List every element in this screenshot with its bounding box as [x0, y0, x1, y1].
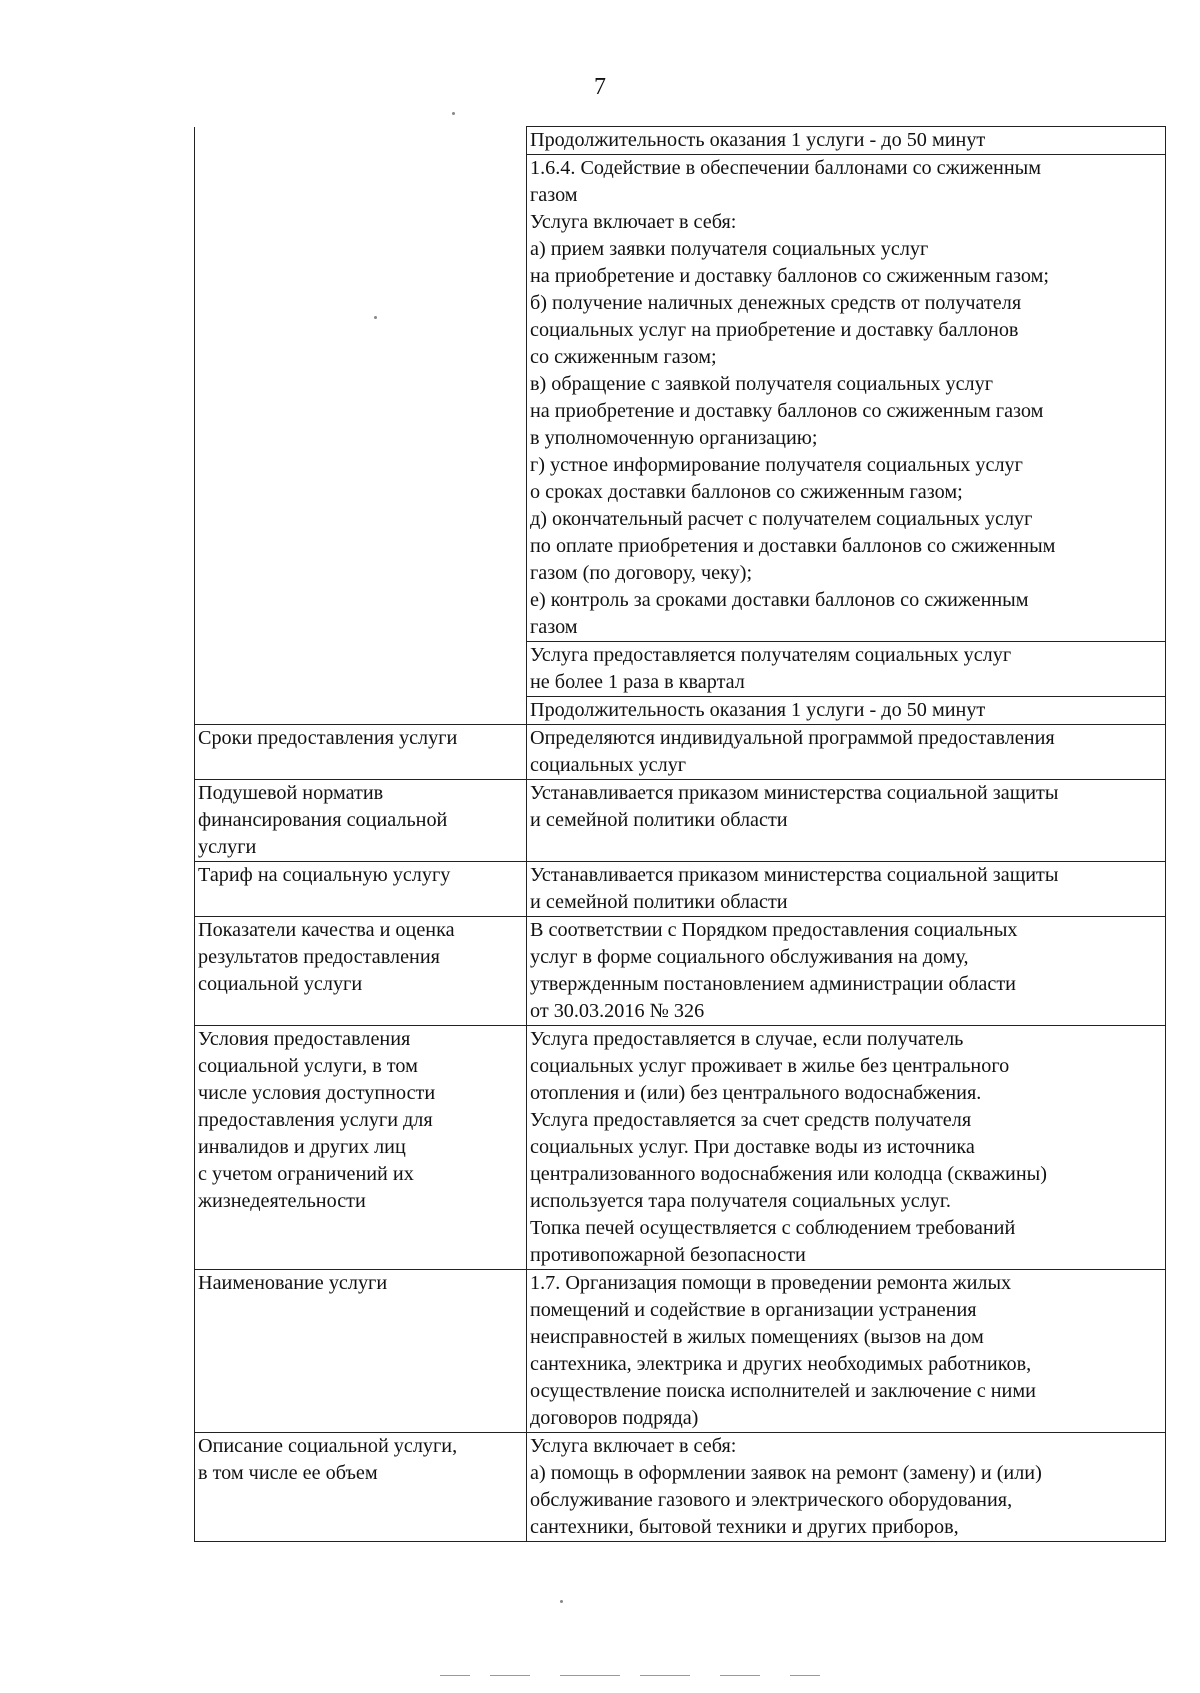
text-line: на приобретение и доставку баллонов со сжиженным газом; [530, 265, 1049, 287]
text-line: услуги [198, 836, 257, 858]
text-line: числе условия доступности [198, 1082, 436, 1104]
page-number: 7 [594, 74, 606, 100]
text-line: социальных услуг [530, 754, 687, 776]
scan-artifact [452, 112, 455, 115]
text-line: а) прием заявки получателя социальных услуг [530, 238, 929, 260]
table-row [195, 862, 1166, 917]
scan-artifact [640, 1675, 690, 1676]
row-value-cell [527, 725, 1166, 780]
text-line: и семейной политики области [530, 891, 788, 913]
text-line: б) получение наличных денежных средств от получателя [530, 292, 1022, 314]
text-line: используется тара получателя социальных услуг. [530, 1190, 951, 1212]
text-line: Услуга включает в себя: [530, 211, 737, 233]
service-table [194, 126, 1166, 1542]
table-row [195, 725, 1166, 780]
text-line: со сжиженным газом; [530, 346, 717, 368]
row-label-cell [195, 917, 527, 1026]
row-label-cell [195, 862, 527, 917]
row-value-cell [527, 780, 1166, 862]
scan-artifact [720, 1675, 760, 1676]
text-line: с учетом ограничений их [198, 1163, 414, 1185]
text-line: Услуга предоставляется за счет средств получателя [530, 1109, 972, 1131]
text-line: газом (по договору, чеку); [530, 562, 753, 584]
text-line: централизованного водоснабжения или колодца (скважины) [530, 1163, 1047, 1185]
text-line: Топка печей осуществляется с соблюдением требований [530, 1217, 1016, 1239]
text-line: жизнедеятельности [198, 1190, 366, 1212]
row-label-cell [195, 725, 527, 780]
row-value-cell [527, 127, 1166, 155]
text-line: Подушевой норматив [198, 782, 384, 804]
text-line: в) обращение с заявкой получателя социальных услуг [530, 373, 993, 395]
text-line: Тариф на социальную услугу [198, 864, 451, 886]
table-row [195, 780, 1166, 862]
table-row [195, 917, 1166, 1026]
row-label-cell [195, 1270, 527, 1433]
row-label-cell [195, 780, 527, 862]
table-row [195, 1433, 1166, 1542]
row-value-cell [527, 697, 1166, 725]
text-line: Услуга предоставляется в случае, если получатель [530, 1028, 964, 1050]
text-line: социальных услуг на приобретение и доставку баллонов [530, 319, 1019, 341]
text-line: в том числе ее объем [198, 1462, 378, 1484]
scan-artifact [490, 1675, 530, 1676]
text-line: Сроки предоставления услуги [198, 727, 458, 749]
text-line: финансирования социальной [198, 809, 448, 831]
text-line: газом [530, 616, 578, 638]
row-label-cell [195, 1433, 527, 1542]
table-row [195, 1270, 1166, 1433]
text-line: предоставления услуги для [198, 1109, 433, 1131]
text-line: сантехники, бытовой техники и других приборов, [530, 1516, 959, 1538]
text-line: противопожарной безопасности [530, 1244, 806, 1266]
text-line: договоров подряда) [530, 1407, 699, 1429]
text-line: Продолжительность оказания 1 услуги - до 50 минут [530, 699, 986, 721]
text-line: Устанавливается приказом министерства социальной защиты [530, 782, 1059, 804]
text-line: обслуживание газового и электрического оборудования, [530, 1489, 1013, 1511]
text-line: не более 1 раза в квартал [530, 671, 745, 693]
scan-artifact [374, 316, 377, 319]
text-line: Показатели качества и оценка [198, 919, 455, 941]
row-label-cell [195, 127, 527, 725]
text-line: помещений и содействие в организации устранения [530, 1299, 977, 1321]
text-line: В соответствии с Порядком предоставления социальных [530, 919, 1018, 941]
text-line: от 30.03.2016 № 326 [530, 1000, 705, 1022]
scan-artifact [560, 1600, 563, 1603]
scan-artifact [560, 1675, 620, 1676]
text-line: на приобретение и доставку баллонов со сжиженным газом [530, 400, 1044, 422]
text-line: 1.6.4. Содействие в обеспечении баллонами со сжиженным [530, 157, 1041, 179]
text-line: е) контроль за сроками доставки баллонов со сжиженным [530, 589, 1029, 611]
scan-artifact [440, 1675, 470, 1676]
text-line: Условия предоставления [198, 1028, 411, 1050]
text-line: Устанавливается приказом министерства социальной защиты [530, 864, 1059, 886]
text-line: в уполномоченную организацию; [530, 427, 818, 449]
text-line: 1.7. Организация помощи в проведении ремонта жилых [530, 1272, 1012, 1294]
text-line: социальных услуг проживает в жилье без центрального [530, 1055, 1010, 1077]
text-line: осуществление поиска исполнителей и заключение с ними [530, 1380, 1036, 1402]
scan-artifact [790, 1675, 820, 1676]
row-label-cell [195, 1026, 527, 1270]
text-line: результатов предоставления [198, 946, 440, 968]
text-line: Описание социальной услуги, [198, 1435, 458, 1457]
row-value-cell [527, 642, 1166, 697]
text-line: инвалидов и других лиц [198, 1136, 406, 1158]
text-line: неисправностей в жилых помещениях (вызов на дом [530, 1326, 984, 1348]
text-line: по оплате приобретения и доставки баллонов со сжиженным [530, 535, 1056, 557]
text-line: социальных услуг. При доставке воды из источника [530, 1136, 975, 1158]
row-value-cell [527, 917, 1166, 1026]
text-line: Услуга включает в себя: [530, 1435, 737, 1457]
table-row [195, 127, 1166, 155]
text-line: о сроках доставки баллонов со сжиженным газом; [530, 481, 963, 503]
text-line: отопления и (или) без центрального водоснабжения. [530, 1082, 982, 1104]
text-line: Услуга предоставляется получателям социальных услуг [530, 644, 1012, 666]
text-line: сантехника, электрика и других необходимых работников, [530, 1353, 1032, 1375]
text-line: утвержденным постановлением администрации области [530, 973, 1016, 995]
table-row [195, 1026, 1166, 1270]
text-line: газом [530, 184, 578, 206]
text-line: и семейной политики области [530, 809, 788, 831]
text-line: а) помощь в оформлении заявок на ремонт (замену) и (или) [530, 1462, 1042, 1484]
row-value-cell [527, 1433, 1166, 1542]
row-value-cell [527, 155, 1166, 642]
text-line: Определяются индивидуальной программой предоставления [530, 727, 1055, 749]
text-line: Продолжительность оказания 1 услуги - до 50 минут [530, 129, 986, 151]
row-value-cell [527, 1270, 1166, 1433]
text-line: социальной услуги [198, 973, 363, 995]
text-line: услуг в форме социального обслуживания на дому, [530, 946, 969, 968]
row-value-cell [527, 1026, 1166, 1270]
text-line: Наименование услуги [198, 1272, 388, 1294]
text-line: д) окончательный расчет с получателем социальных услуг [530, 508, 1033, 530]
text-line: социальной услуги, в том [198, 1055, 418, 1077]
text-line: г) устное информирование получателя социальных услуг [530, 454, 1023, 476]
row-value-cell [527, 862, 1166, 917]
